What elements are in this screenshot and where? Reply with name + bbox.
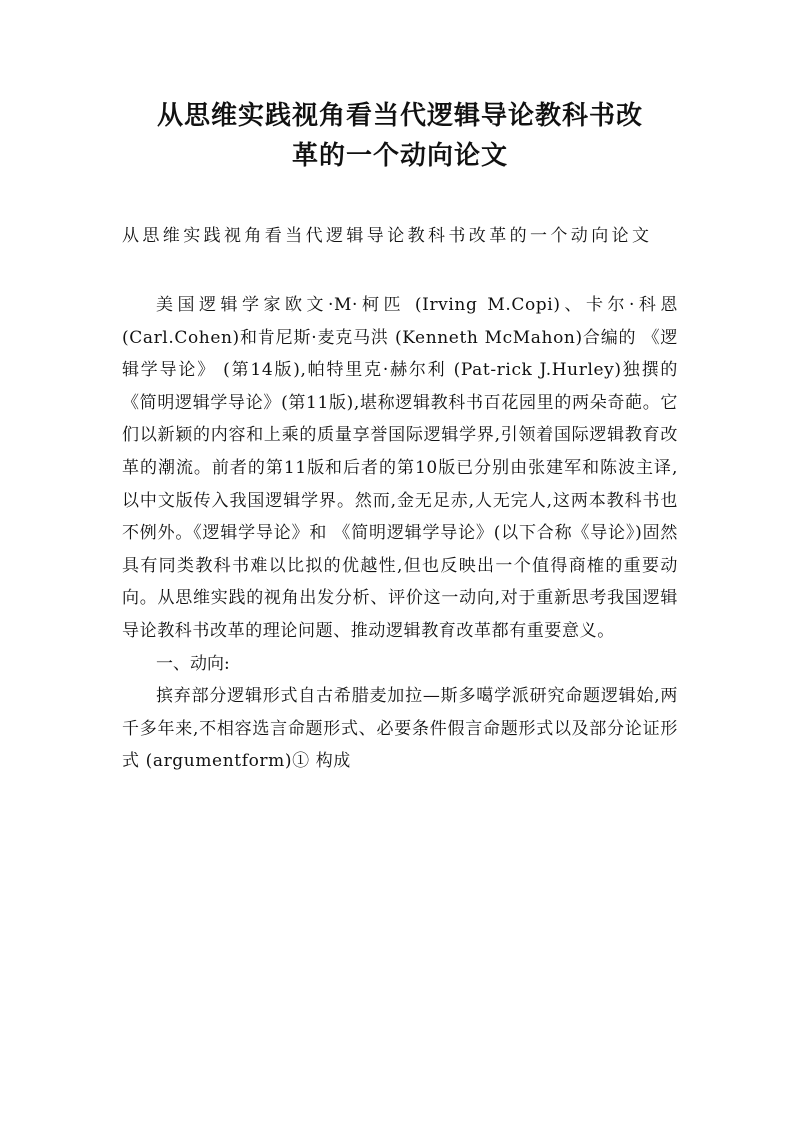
document-title-line-2: 革的一个动向论文 — [291, 141, 508, 171]
section-paragraph: 摈弃部分逻辑形式自古希腊麦加拉—斯多噶学派研究命题逻辑始,两千多年来,不相容选言命题形式、必要条件假言命题形式以及部分论证形式 (argumentform)① 构成 — [122, 686, 678, 772]
document-title-line-1: 从思维实践视角看当代逻辑导论教科书改 — [156, 101, 643, 131]
document-subtitle: 从思维实践视角看当代逻辑导论教科书改革的一个动向论文 — [122, 226, 653, 246]
section-heading: 一、动向: — [156, 653, 230, 674]
intro-paragraph: 美国逻辑学家欧文·M·柯匹 (Irving M.Copi)、卡尔·科恩 (Carl.Cohen)和肯尼斯·麦克马洪 (Kenneth McMahon)合编的 《逻辑学导论》 (第14版),帕特里克·赫尔利 (Pat-rick J.Hurley)独撰的 《简明逻辑学导论》(第11版),堪称逻辑教科书百花园里的两朵奇葩。它们以新颖的内容和上乘的质量享誉国际逻辑学界,引领着国际逻辑教育改革的潮流。前者的第11版和后者的第10版已分别由张建军和陈波主译,以中文版传入我国逻辑学界。然而,金无足赤,人无完人,这两本教科书也不例外。《逻辑学导论》和 《简明逻辑学导论》(以下合称《导论》)固然具有同类教科书难以比拟的优越性,但也反映出一个值得商榷的重要动向。从思维实践的视角出发分析、评价这一动向,对于重新思考我国逻辑导论教科书改革的理论问题、推动逻辑教育改革都有重要意义。 — [122, 295, 678, 641]
document-title — [122, 96, 678, 176]
document-body — [122, 289, 678, 778]
